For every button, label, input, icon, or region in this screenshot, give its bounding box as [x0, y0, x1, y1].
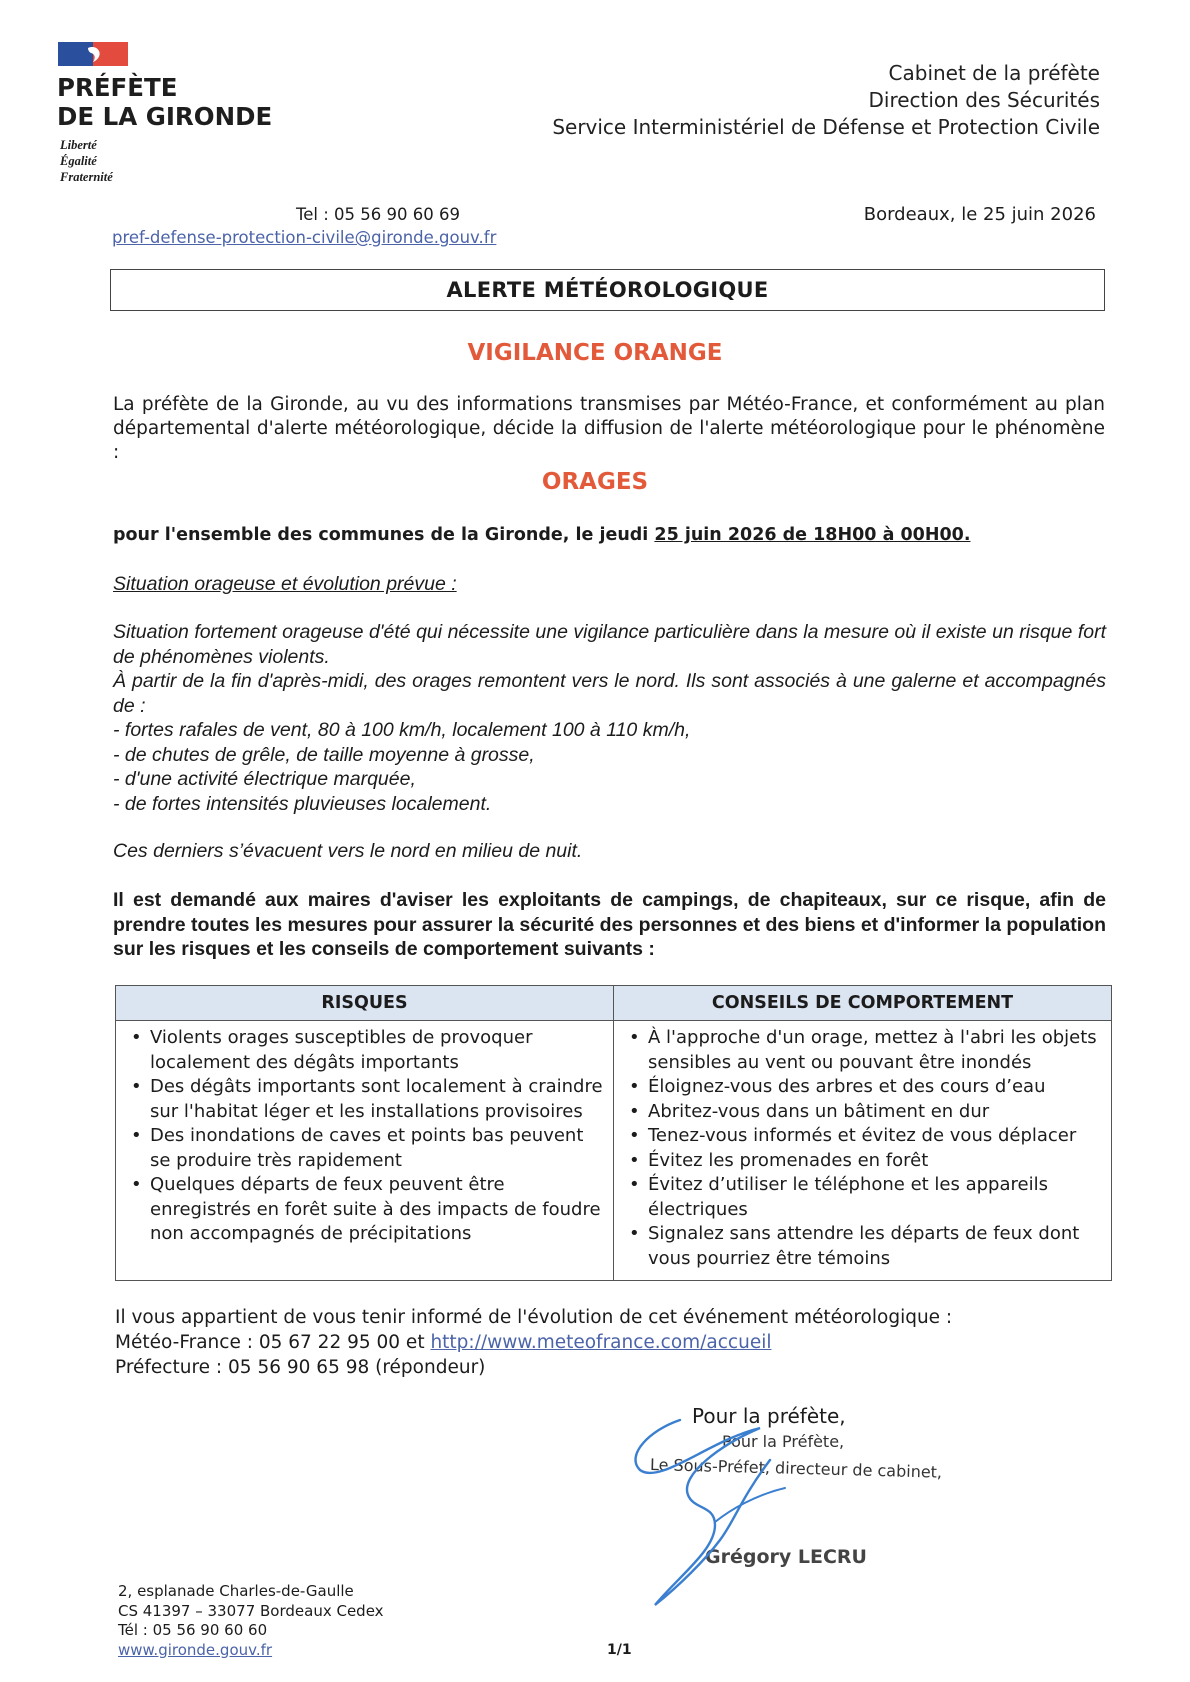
prefecture-name-line2: DE LA GIRONDE [57, 102, 273, 131]
motto-liberte: Liberté [60, 138, 97, 152]
hazard-item: - d'une activité électrique marquée, [113, 768, 416, 790]
cabinet-line2: Direction des Sécurités [868, 88, 1100, 112]
prefecture-name-line1: PRÉFÈTE [57, 73, 178, 102]
meteo-france-link[interactable]: http://www.meteofrance.com/accueil [430, 1332, 772, 1353]
address-line1: 2, esplanade Charles-de-Gaulle [118, 1582, 354, 1600]
situation-text [113, 620, 1106, 816]
risks-column [116, 986, 613, 1280]
meteo-france-contact [115, 1330, 952, 1355]
advice-header: CONSEILS DE COMPORTEMENT [614, 986, 1111, 1021]
handwritten-signature [620, 1400, 830, 1610]
cabinet-line3: Service Interministériel de Défense et Protection Civile [552, 115, 1100, 139]
prefecture-address [118, 1582, 384, 1660]
risks-advice-table [115, 985, 1112, 1281]
advice-item: • Tenez-vous informés et évitez de vous déplacer [648, 1124, 1103, 1149]
marianne-flag-logo [58, 42, 128, 66]
service-phone: Tel : 05 56 90 60 69 [296, 205, 461, 224]
hazard-list [113, 718, 1106, 816]
motto-egalite: Égalité [60, 154, 97, 168]
risk-item: • Quelques départs de feux peuvent être enregistrés en forêt suite à des impacts de foudre non accompagnés de précipitations [150, 1173, 605, 1247]
advice-item: • Éloignez-vous des arbres et des cours d’eau [648, 1075, 1103, 1100]
address-phone: Tél : 05 56 90 60 60 [118, 1621, 268, 1639]
advice-column [613, 986, 1111, 1280]
page-number: 1/1 [607, 1642, 632, 1658]
intro-paragraph: La préfète de la Gironde, au vu des informations transmises par Météo-France, et conformément au plan départemental d'alerte météorologique, décide la diffusion de l'alerte météorologique pour le phénomène : [113, 394, 1105, 463]
document-date: Bordeaux, le 25 juin 2026 [863, 204, 1096, 225]
cabinet-line1: Cabinet de la préfète [888, 61, 1100, 85]
risk-item: • Des dégâts importants sont localement à craindre sur l'habitat léger et les installations provisoires [150, 1075, 605, 1124]
hazard-item: - de fortes intensités pluvieuses localement. [113, 792, 492, 815]
risk-item: • Des inondations de caves et points bas peuvent se produire très rapidement [150, 1124, 605, 1173]
advice-item: • Évitez les promenades en forêt [648, 1149, 1103, 1174]
scope-prefix: pour l'ensemble des communes de la Gironde, le jeudi [113, 525, 655, 545]
situation-paragraph-2: À partir de la fin d'après-midi, des orages remontent vers le nord. Ils sont associés à une galerne et accompagnés de : [113, 670, 1106, 717]
phenomenon-title: ORAGES [541, 469, 649, 495]
vigilance-level: VIGILANCE ORANGE [467, 340, 723, 366]
republic-motto [60, 137, 113, 185]
prefecture-name [57, 73, 272, 131]
advice-item: • Abritez-vous dans un bâtiment en dur [648, 1100, 1103, 1125]
address-line2: CS 41397 – 33077 Bordeaux Cedex [118, 1601, 384, 1620]
hazard-item: - fortes rafales de vent, 80 à 100 km/h, localement 100 à 110 km/h, [113, 719, 691, 741]
evacuation-note: Ces derniers s’évacuent vers le nord en milieu de nuit. [113, 840, 583, 862]
advice-list [614, 1021, 1111, 1271]
advice-item: • Évitez d’utiliser le téléphone et les appareils électriques [648, 1173, 1103, 1222]
situation-paragraph-1: Situation fortement orageuse d'été qui nécessite une vigilance particulière dans la mesure où il existe un risque fort de phénomènes violents. [113, 621, 1106, 668]
risk-item: • Violents orages susceptibles de provoquer localement des dégâts importants [150, 1026, 605, 1075]
advice-item: • Signalez sans attendre les départs de feux dont vous pourriez être témoins [648, 1222, 1103, 1271]
meteo-phone: Météo-France : 05 67 22 95 00 et [115, 1332, 431, 1353]
situation-heading: Situation orageuse et évolution prévue : [113, 573, 457, 595]
motto-fraternite: Fraternité [60, 170, 113, 184]
alert-scope [113, 525, 970, 545]
contact-info [115, 1305, 952, 1380]
hazard-item: - de chutes de grêle, de taille moyenne à grosse, [113, 743, 535, 766]
risks-list [116, 1021, 613, 1247]
alert-title: ALERTE MÉTÉOROLOGIQUE [110, 269, 1105, 311]
service-email-link[interactable]: pref-defense-protection-civile@gironde.gouv.fr [112, 228, 497, 247]
advice-item: • À l'approche d'un orage, mettez à l'abri les objets sensibles au vent ou pouvant être inondés [648, 1026, 1103, 1075]
signatory-name: Grégory LECRU [705, 1546, 867, 1568]
signature-stamp-line: Pour la Préfète, [722, 1432, 845, 1451]
website-link[interactable]: www.gironde.gouv.fr [118, 1640, 273, 1659]
prefecture-contact: Préfecture : 05 56 90 65 98 (répondeur) [115, 1357, 486, 1378]
signature-title-line: Le Sous-Préfet, directeur de cabinet, [649, 1455, 943, 1482]
signature-for-line: Pour la préfète, [692, 1404, 846, 1428]
scope-date-range: 25 juin 2026 de 18H00 à 00H00. [654, 525, 971, 545]
issuing-service [552, 60, 1100, 141]
mayors-notice: Il est demandé aux maires d'aviser les exploitants de campings, de chapiteaux, sur ce risque, afin de prendre toutes les mesures pour assurer la sécurité des personnes et des biens et d'informer la population sur les risques et les conseils de comportement suivants : [113, 889, 1106, 960]
risks-header: RISQUES [116, 986, 613, 1021]
contact-intro: Il vous appartient de vous tenir informé de l'évolution de cet événement météorologique : [115, 1307, 953, 1328]
